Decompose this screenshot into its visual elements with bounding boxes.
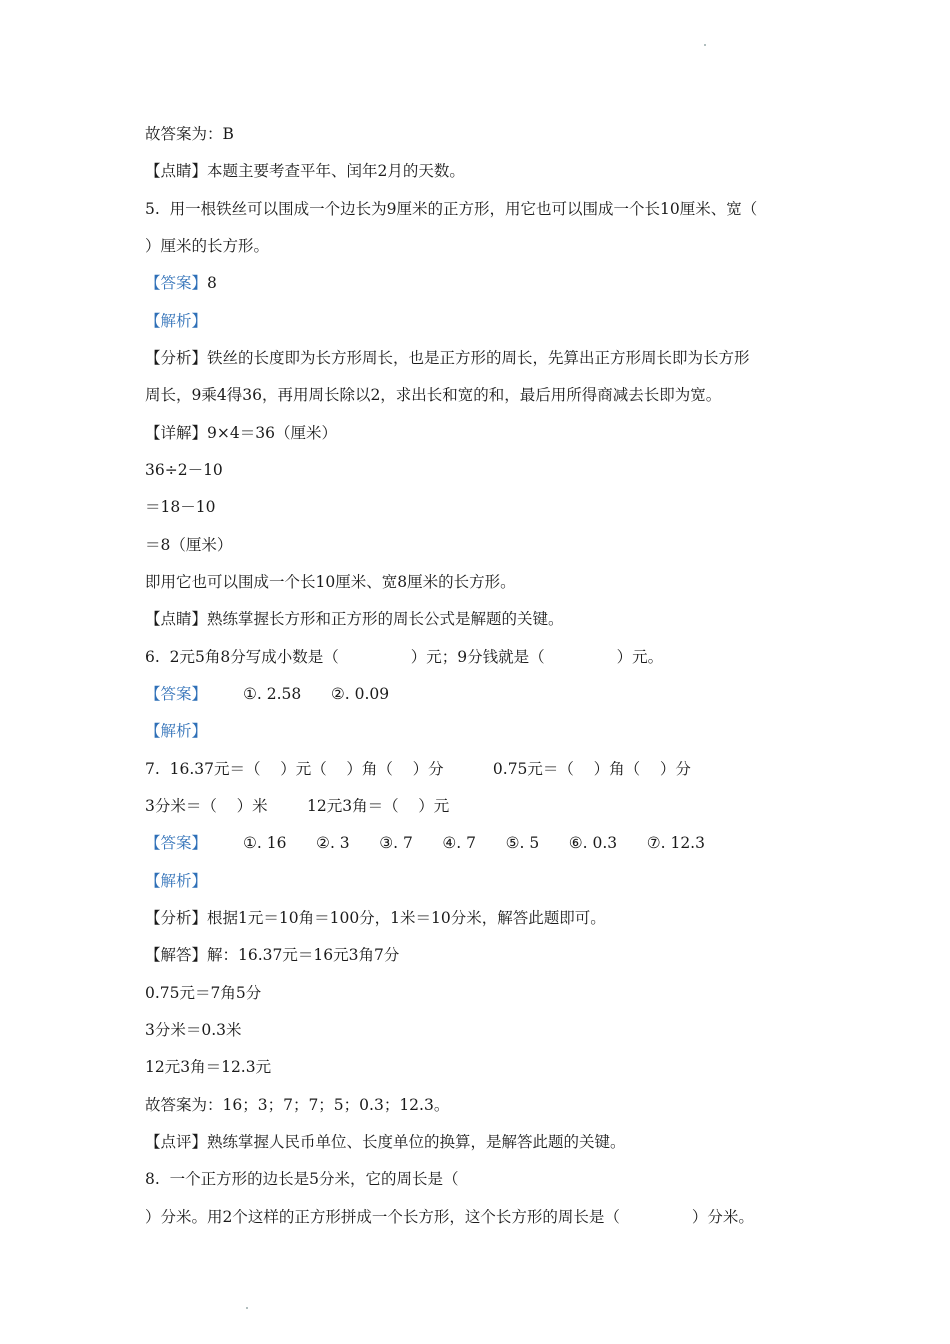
page-speck [704, 44, 706, 46]
question-8-line-2 [145, 1207, 754, 1227]
answer-value: 8 [207, 274, 217, 292]
q7-analysis-tag: 【解析】 [145, 872, 208, 890]
detail-text: 9×4＝36（厘米） [207, 424, 337, 442]
answer-value: ①. 16 ②. 3 ③. 7 ④. 7 ⑤. 5 ⑥. 0.3 ⑦. 12.3 [243, 834, 705, 852]
note-text: 熟练掌握长方形和正方形的周长公式是解题的关键。 [207, 610, 564, 628]
comment-text: 熟练掌握人民币单位、长度单位的换算，是解答此题的关键。 [207, 1133, 626, 1151]
solution-text: 解：16.37元＝16元3角7分 [207, 946, 400, 964]
q8-part-2: ）分米。 [691, 1208, 754, 1226]
q7-calc-2: 3分米＝0.3米 [145, 1021, 242, 1039]
detail-tag: 【详解】 [145, 424, 208, 442]
question-5-line-2: ）厘米的长方形。 [145, 237, 270, 255]
answer-tag: 【答案】 [145, 834, 208, 852]
note-text: 本题主要考查平年、闰年2月的天数。 [207, 162, 465, 180]
analysis-text: 根据1元＝10角＝100分，1米＝10分米，解答此题即可。 [207, 909, 606, 927]
q7-analysis-line [145, 908, 606, 928]
q8-part-1: ）分米。用2个这样的正方形拼成一个长方形，这个长方形的周长是（ [145, 1208, 620, 1226]
solution-tag: 【解答】 [145, 946, 208, 964]
analysis-tag: 【分析】 [145, 909, 208, 927]
q7-calc-3: 12元3角＝12.3元 [145, 1058, 272, 1076]
answer-line: 故答案为：B [145, 125, 234, 143]
note-tag: 【点睛】 [145, 162, 208, 180]
q7-comment-line [145, 1132, 626, 1152]
q5-analysis-line-1 [145, 348, 750, 368]
q7-calc-1: 0.75元＝7角5分 [145, 984, 262, 1002]
page-speck [246, 1307, 248, 1309]
question-6-line [145, 647, 663, 667]
q5-analysis-tag: 【解析】 [145, 312, 208, 330]
q7-calc-4: 故答案为：16；3；7；7；5；0.3；12.3。 [145, 1096, 450, 1114]
q7-answer-line [145, 833, 705, 853]
q5-calc-2: ＝18－10 [145, 498, 216, 516]
q6-part-3: ）元。 [616, 648, 664, 666]
q6-part-2: ）元；9分钱就是（ [410, 648, 545, 666]
answer-value: ①. 2.58 ②. 0.09 [243, 685, 390, 703]
q5-calc-3: ＝8（厘米） [145, 536, 233, 554]
note-tag: 【点睛】 [145, 610, 208, 628]
question-8-line-1: 8. 一个正方形的边长是5分米，它的周长是（ [145, 1170, 459, 1188]
q5-note-line [145, 609, 564, 629]
q6-answer-line [145, 684, 389, 704]
analysis-tag: 【分析】 [145, 349, 208, 367]
q5-calc-1: 36÷2－10 [145, 461, 223, 479]
q5-analysis-line-2: 周长，9乘4得36，再用周长除以2，求出长和宽的和，最后用所得商减去长即为宽。 [145, 386, 722, 404]
q7-solution-line [145, 945, 399, 965]
q5-detail-line [145, 423, 337, 443]
q6-analysis-tag: 【解析】 [145, 722, 208, 740]
q6-part-1: 6. 2元5角8分写成小数是（ [145, 648, 339, 666]
question-7-line-2: 3分米＝（ ）米 12元3角＝（ ）元 [145, 797, 450, 815]
note-line [145, 161, 465, 181]
question-7-line-1: 7. 16.37元＝（ ）元（ ）角（ ）分 0.75元＝（ ）角（ ）分 [145, 760, 691, 778]
q5-calc-4: 即用它也可以围成一个长10厘米、宽8厘米的长方形。 [145, 573, 516, 591]
question-5-line-1: 5. 用一根铁丝可以围成一个边长为9厘米的正方形，用它也可以围成一个长10厘米、宽（ [145, 200, 758, 218]
comment-tag: 【点评】 [145, 1133, 208, 1151]
q5-answer-line [145, 273, 217, 293]
answer-tag: 【答案】 [145, 685, 208, 703]
answer-tag: 【答案】 [145, 274, 208, 292]
analysis-text: 铁丝的长度即为长方形周长，也是正方形的周长，先算出正方形周长即为长方形 [207, 349, 750, 367]
